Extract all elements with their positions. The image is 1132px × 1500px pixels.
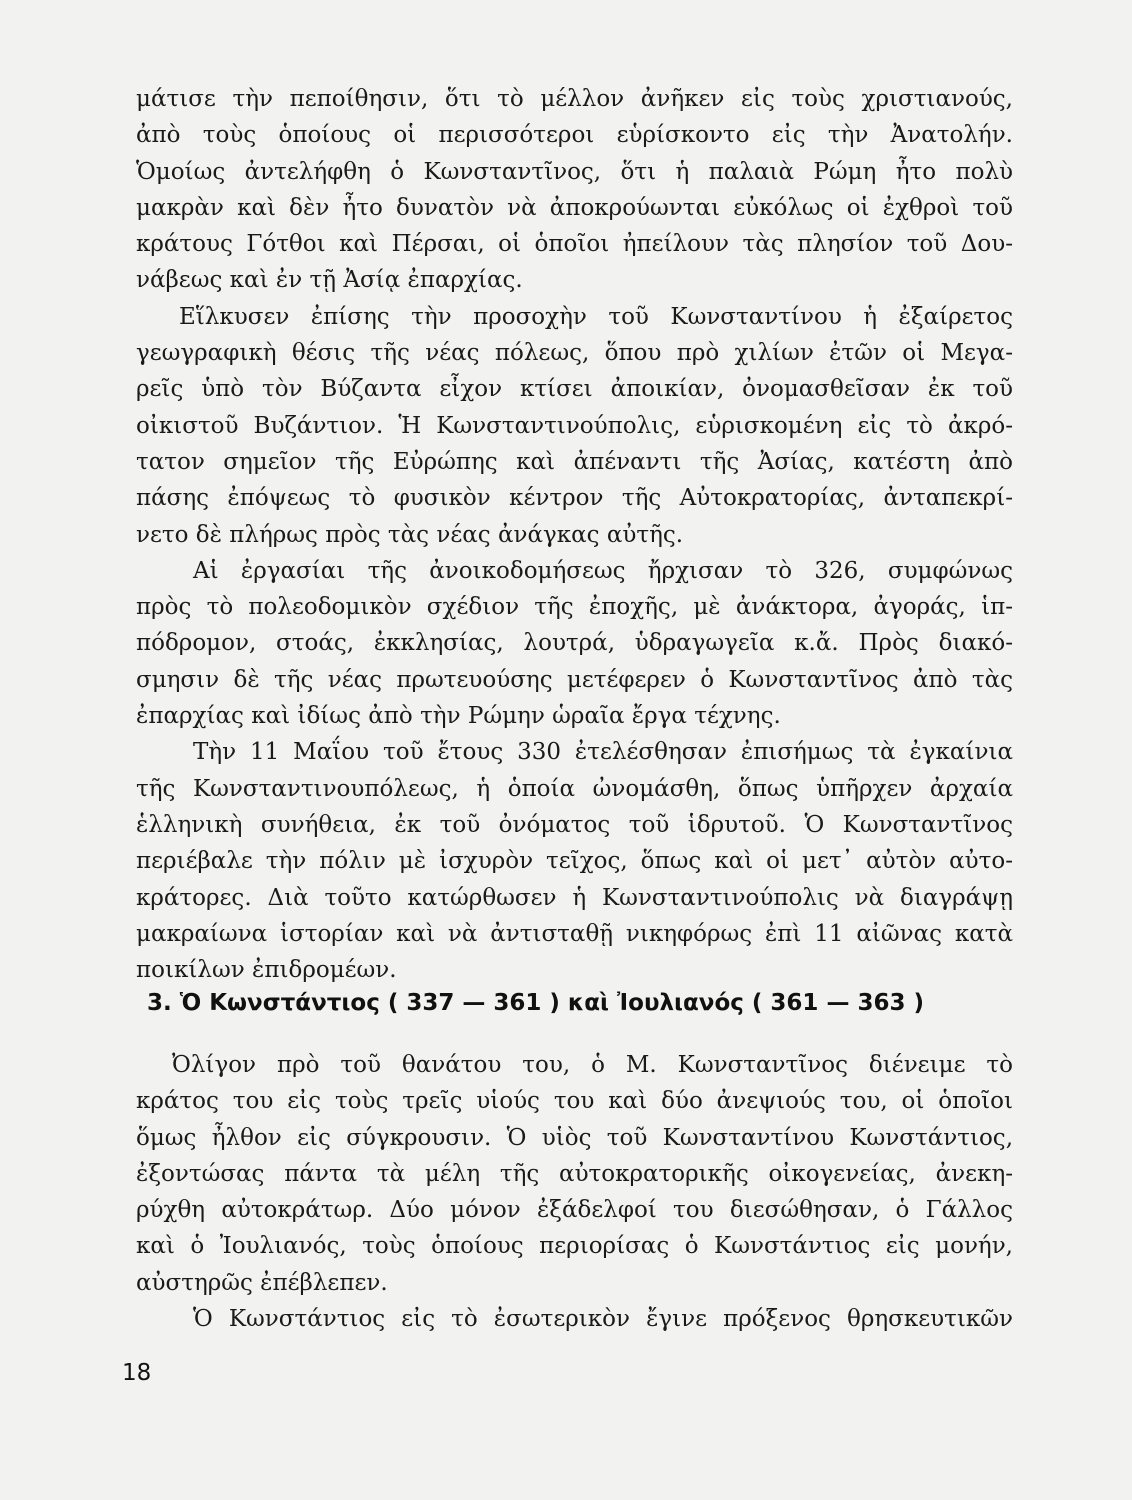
text-line: τῆς Κωνσταντινουπόλεως, ἡ ὁποία ὠνομάσθη, ὅπως ὑπῆρχεν ἀρχαία	[136, 775, 1013, 802]
text-line: ποικίλων ἐπιδρομέων.	[136, 957, 397, 984]
text-line: αὐστηρῶς ἐπέβλεπεν.	[136, 1269, 388, 1296]
text-line: ἐξοντώσας πάντα τὰ μέλη τῆς αὐτοκρατορικῆς οἰκογενείας, ἀνεκη-	[136, 1160, 1013, 1187]
text-line: πόδρομον, στοάς, ἐκκλησίας, λουτρά, ὑδραγωγεῖα κ.ἄ. Πρὸς διακό-	[136, 630, 1013, 657]
text-line: περιέβαλε τὴν πόλιν μὲ ἰσχυρὸν τεῖχος, ὅπως καὶ οἱ μετ᾿ αὐτὸν αὐτο-	[136, 848, 1013, 875]
text-line: τατον σημεῖον τῆς Εὐρώπης καὶ ἀπέναντι τῆς Ἀσίας, κατέστη ἀπὸ	[136, 448, 1013, 475]
text-line: Ὀλίγον πρὸ τοῦ θανάτου του, ὁ Μ. Κωνσταντῖνος διένειμε τὸ	[172, 1052, 1013, 1078]
text-line: νετο δὲ πλήρως πρὸς τὰς νέας ἀνάγκας αὐτῆς.	[136, 521, 684, 548]
body-text-section-2	[136, 81, 1013, 988]
text-line: ἀπὸ τοὺς ὁποίους οἱ περισσότεροι εὑρίσκοντο εἰς τὴν Ἀνατολήν.	[136, 122, 1013, 149]
text-line: Ὁ Κωνστάντιος εἰς τὸ ἐσωτερικὸν ἔγινε πρόξενος θρησκευτικῶν	[193, 1306, 1013, 1333]
text-line: κράτος του εἰς τοὺς τρεῖς υἱούς του καὶ δύο ἀνεψιούς του, οἱ ὁποῖοι	[136, 1088, 1013, 1115]
text-line: οἰκιστοῦ Βυζάντιον. Ἡ Κωνσταντινούπολις, εὑρισκομένη εἰς τὸ ἀκρό-	[136, 412, 1013, 439]
text-line: ρεῖς ὑπὸ τὸν Βύζαντα εἶχον κτίσει ἀποικίαν, ὀνομασθεῖσαν ἐκ τοῦ	[136, 376, 1013, 403]
text-line: πάσης ἐπόψεως τὸ φυσικὸν κέντρον τῆς Αὐτοκρατορίας, ἀνταπεκρί-	[136, 485, 1013, 512]
text-line: μακρὰν καὶ δὲν ἦτο δυνατὸν νὰ ἀποκρούωνται εὐκόλως οἱ ἐχθροὶ τοῦ	[136, 194, 1013, 221]
text-line: Τὴν 11 Μαΐου τοῦ ἔτους 330 ἐτελέσθησαν ἐπισήμως τὰ ἐγκαίνια	[193, 739, 1013, 766]
text-line: ὅμως ἦλθον εἰς σύγκρουσιν. Ὁ υἱὸς τοῦ Κωνσταντίνου Κωνστάντιος,	[136, 1124, 1013, 1151]
text-line: κράτορες. Διὰ τοῦτο κατώρθωσεν ἡ Κωνσταντινούπολις νὰ διαγράψῃ	[136, 884, 1013, 911]
text-line: Εἵλκυσεν ἐπίσης τὴν προσοχὴν τοῦ Κωνσταντίνου ἡ ἐξαίρετος	[179, 303, 1013, 330]
text-line: πρὸς τὸ πολεοδομικὸν σχέδιον τῆς ἐποχῆς, μὲ ἀνάκτορα, ἀγοράς, ἱπ-	[136, 594, 1013, 621]
text-line: νάβεως καὶ ἐν τῇ Ἀσίᾳ ἐπαρχίας.	[136, 267, 523, 294]
text-line: ἐπαρχίας καὶ ἰδίως ἀπὸ τὴν Ρώμην ὡραῖα ἔργα τέχνης.	[136, 703, 781, 730]
text-line: μακραίωνα ἱστορίαν καὶ νὰ ἀντισταθῇ νικηφόρως ἐπὶ 11 αἰῶνας κατὰ	[136, 920, 1013, 947]
text-line: ρύχθη αὐτοκράτωρ. Δύο μόνον ἐξάδελφοί του διεσώθησαν, ὁ Γάλλος	[136, 1197, 1013, 1224]
text-line: σμησιν δὲ τῆς νέας πρωτευούσης μετέφερεν ὁ Κωνσταντῖνος ἀπὸ τὰς	[136, 666, 1013, 693]
page-number: 18	[122, 1360, 152, 1386]
text-line: μάτισε τὴν πεποίθησιν, ὅτι τὸ μέλλον ἀνῆκεν εἰς τοὺς χριστιανούς,	[136, 86, 1013, 112]
body-text-section-3	[136, 1047, 1013, 1337]
text-line: γεωγραφικὴ θέσις τῆς νέας πόλεως, ὅπου πρὸ χιλίων ἐτῶν οἱ Μεγα-	[136, 340, 1013, 367]
text-line: Αἱ ἐργασίαι τῆς ἀνοικοδομήσεως ἤρχισαν τὸ 326, συμφώνως	[193, 557, 1013, 584]
section-heading: 3. Ὁ Κωνστάντιος ( 337 — 361 ) καὶ Ἰουλιανός ( 361 — 363 )	[147, 990, 924, 1016]
text-line: ἑλληνικὴ συνήθεια, ἐκ τοῦ ὀνόματος τοῦ ἱδρυτοῦ. Ὁ Κωνσταντῖνος	[136, 811, 1013, 838]
text-line: Ὁμοίως ἀντελήφθη ὁ Κωνσταντῖνος, ὅτι ἡ παλαιὰ Ρώμη ἦτο πολὺ	[136, 158, 1013, 185]
text-line: καὶ ὁ Ἰουλιανός, τοὺς ὁποίους περιορίσας ὁ Κωνστάντιος εἰς μονήν,	[136, 1233, 1013, 1260]
text-line: κράτους Γότθοι καὶ Πέρσαι, οἱ ὁποῖοι ἠπείλουν τὰς πλησίον τοῦ Δου-	[136, 231, 1013, 258]
